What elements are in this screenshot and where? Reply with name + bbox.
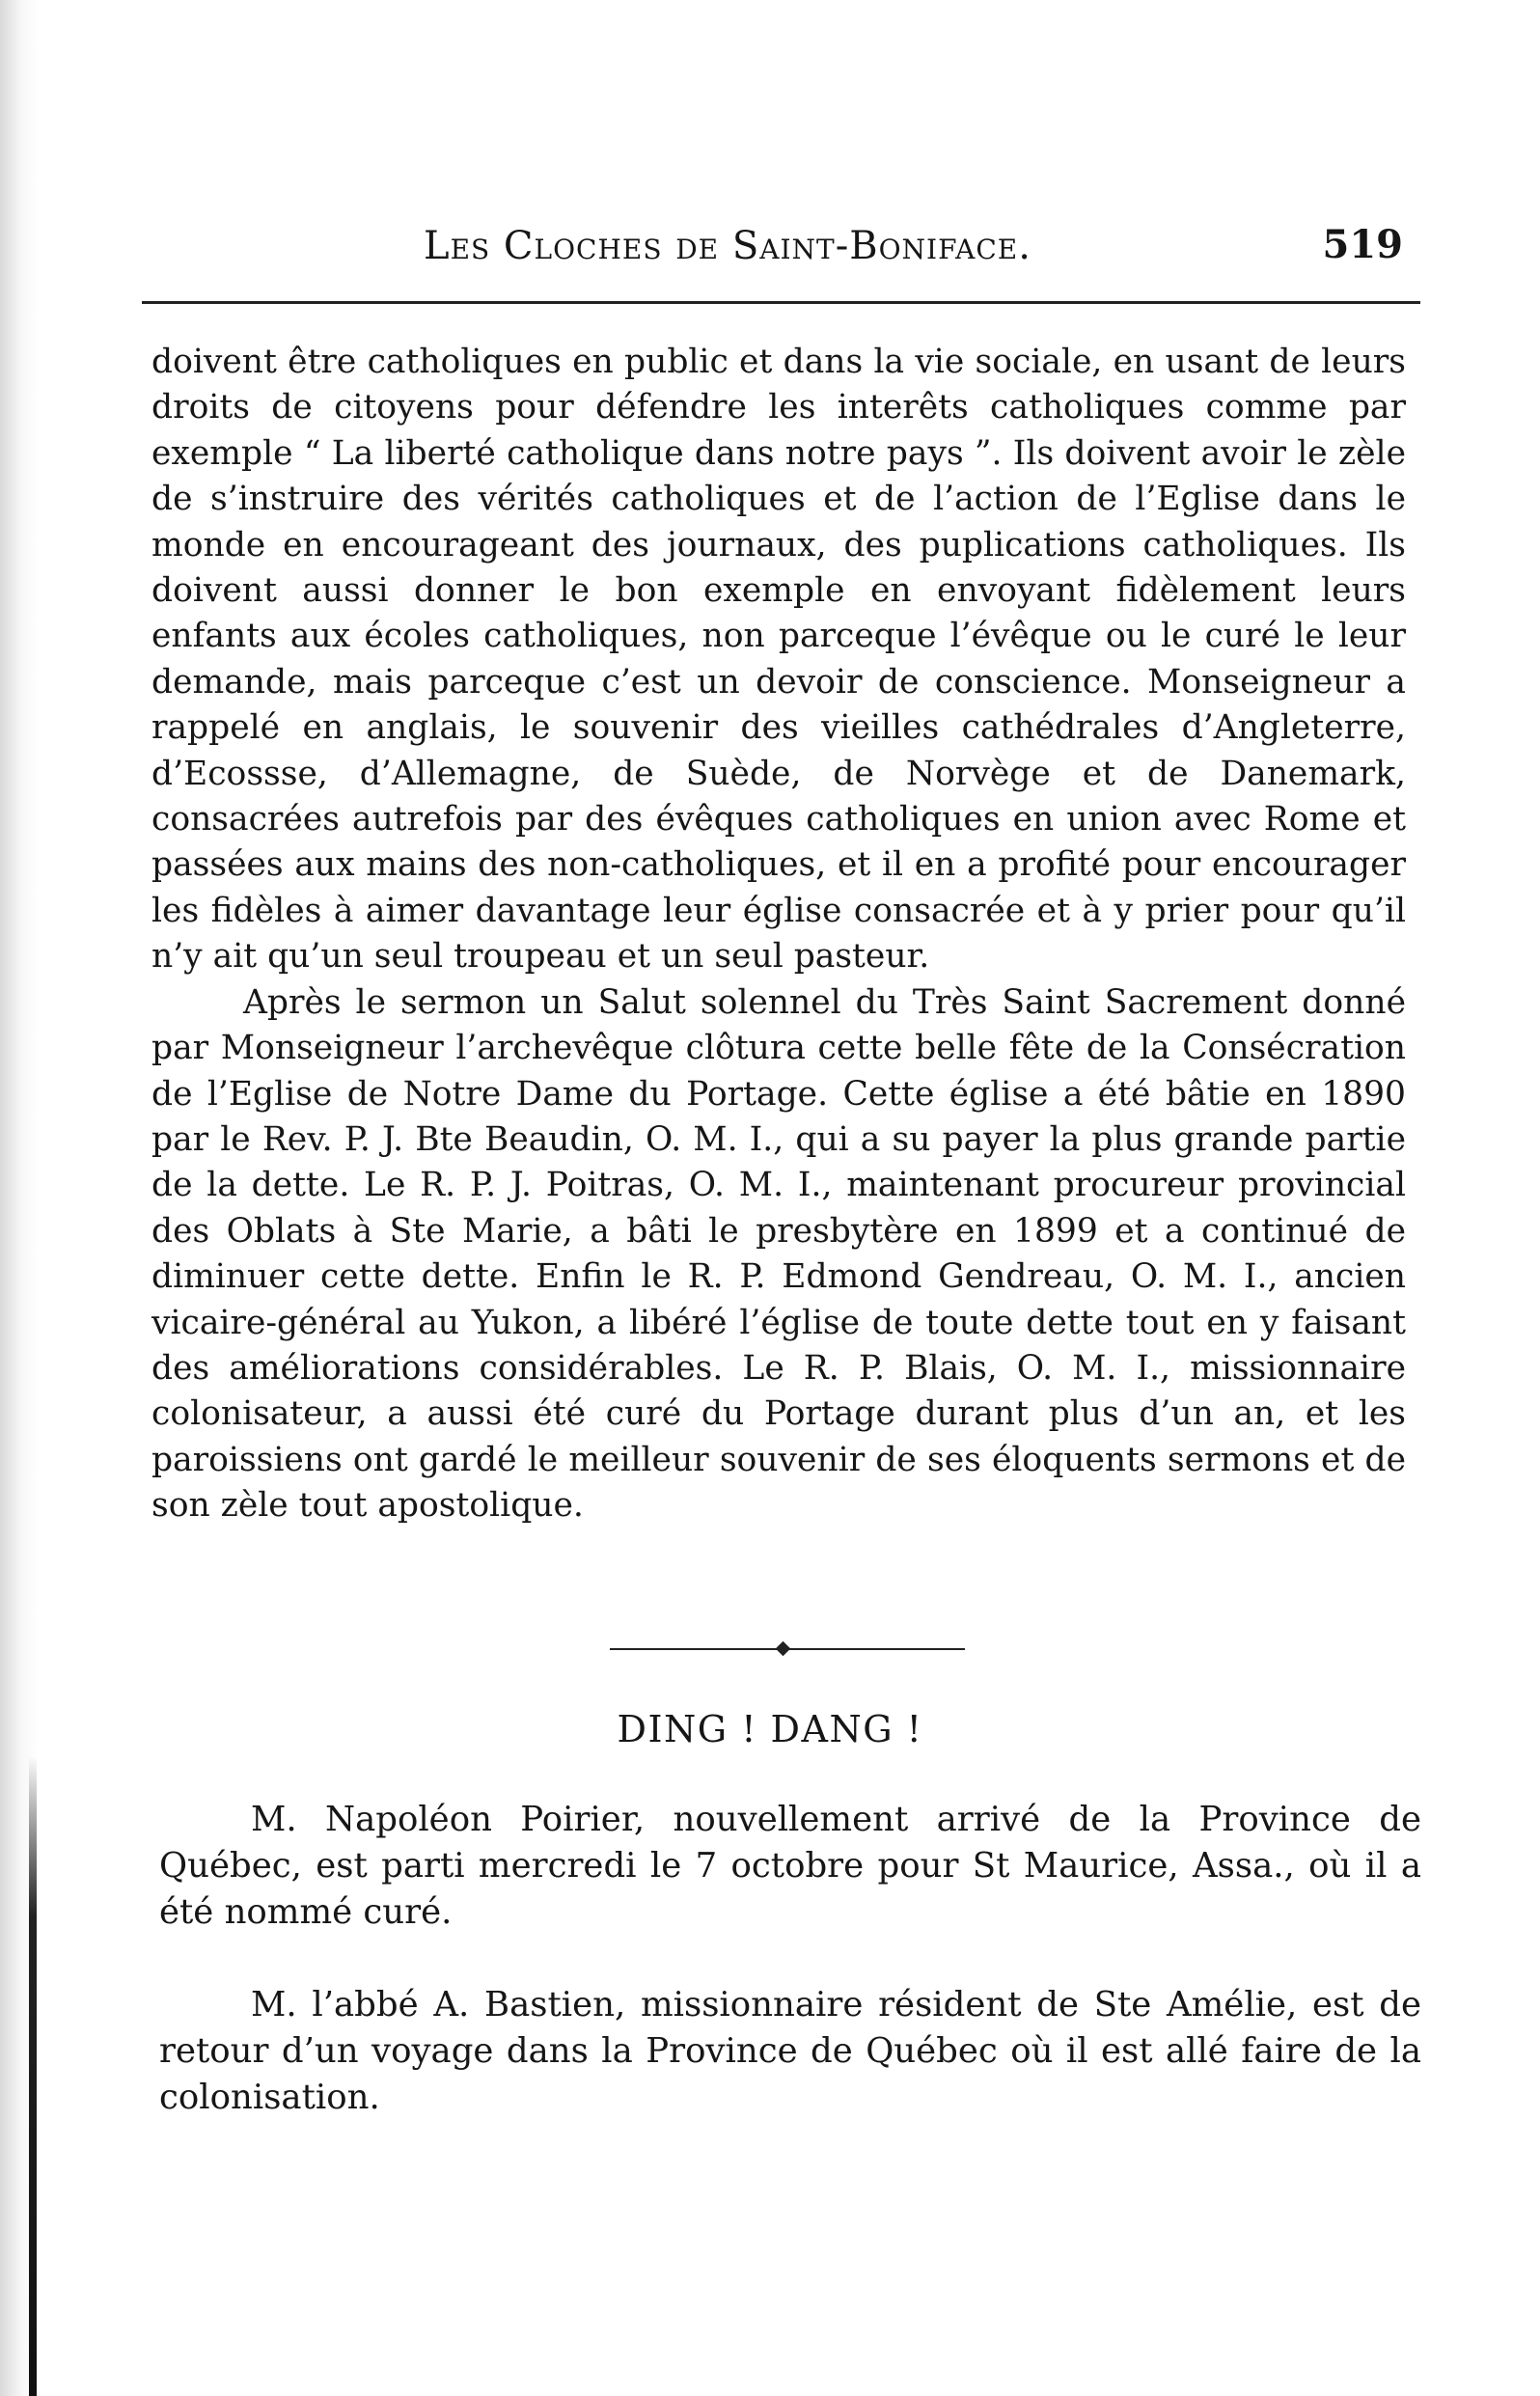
paragraph-continuation: doivent être catholiques en public et dans la vie sociale, en usant de leurs droits de citoyens pour défendre les interêts catholiques comme par exemple “ La liberté catholique dans notre pays ”. Ils doivent avoir le zèle de s’instruire des vérités catholiques et de l’action de l’Eglise dans le monde en encourageant des journaux, des puplications catholiques. Ils doivent aussi donner le bon exemple en envoyant fidèlement leurs enfants aux écoles catholiques, non parceque l’évêque ou le curé le leur demande, mais parceque c’est un devoir de conscience. Monseigneur a rappelé en anglais, le souvenir des vieilles cathédrales d’Angleterre, d’Ecossse, d’Allemagne, de Suède, de Norvège et de Danemark, consacrées autrefois par des évêques catholiques en union avec Rome et passées aux mains des non-catholiques, et il en a profité pour encourager les fidèles à aimer davantage leur église consacrée et à y prier pour qu’il n’y ait qu’un seul troupeau et un seul pasteur. — [151, 343, 1406, 977]
page-number: 519 — [1322, 222, 1403, 267]
scan-left-edge — [0, 0, 56, 2396]
running-title: Les Cloches de Saint-Boniface. — [424, 224, 1031, 268]
news-item-bastien: M. l’abbé A. Bastien, missionnaire résident de Ste Amélie, est de retour d’un voyage dans la Province de Québec où il est allé faire de la colonisation. — [159, 1985, 1421, 2117]
divider-diamond-icon — [776, 1641, 791, 1657]
header-rule — [142, 301, 1420, 304]
section-divider-ornament — [610, 1643, 965, 1655]
news-item-poirier: M. Napoléon Poirier, nouvellement arrivé de la Province de Québec, est parti mercredi le 7 octobre pour St Maurice, Assa., où il a été nommé curé. — [159, 1800, 1421, 1932]
scan-binding-shadow — [29, 1756, 37, 2396]
news-section — [159, 1797, 1421, 2167]
article-body — [151, 340, 1406, 1529]
paragraph-consecration: Après le sermon un Salut solennel du Très Saint Sacrement donné par Monseigneur l’archevêque clôtura cette belle fête de la Consécration de l’Eglise de Notre Dame du Portage. Cette église a été bâtie en 1890 par le Rev. P. J. Bte Beaudin, O. M. I., qui a su payer la plus grande partie de la dette. Le R. P. J. Poitras, O. M. I., maintenant procureur provincial des Oblats à Ste Marie, a bâti le presbytère en 1899 et a continué de diminuer cette dette. Enfin le R. P. Edmond Gendreau, O. M. I., ancien vicaire-général au Yukon, a libéré l’église de toute dette tout en y faisant des améliorations considérables. Le R. P. Blais, O. M. I., missionnaire colonisateur, a aussi été curé du Portage durant plus d’un an, et les paroissiens ont gardé le meilleur souvenir de ses éloquents sermons et de son zèle tout apostolique. — [151, 982, 1406, 1526]
section-title: DING ! DANG ! — [617, 1708, 923, 1750]
page-header — [142, 220, 1420, 280]
